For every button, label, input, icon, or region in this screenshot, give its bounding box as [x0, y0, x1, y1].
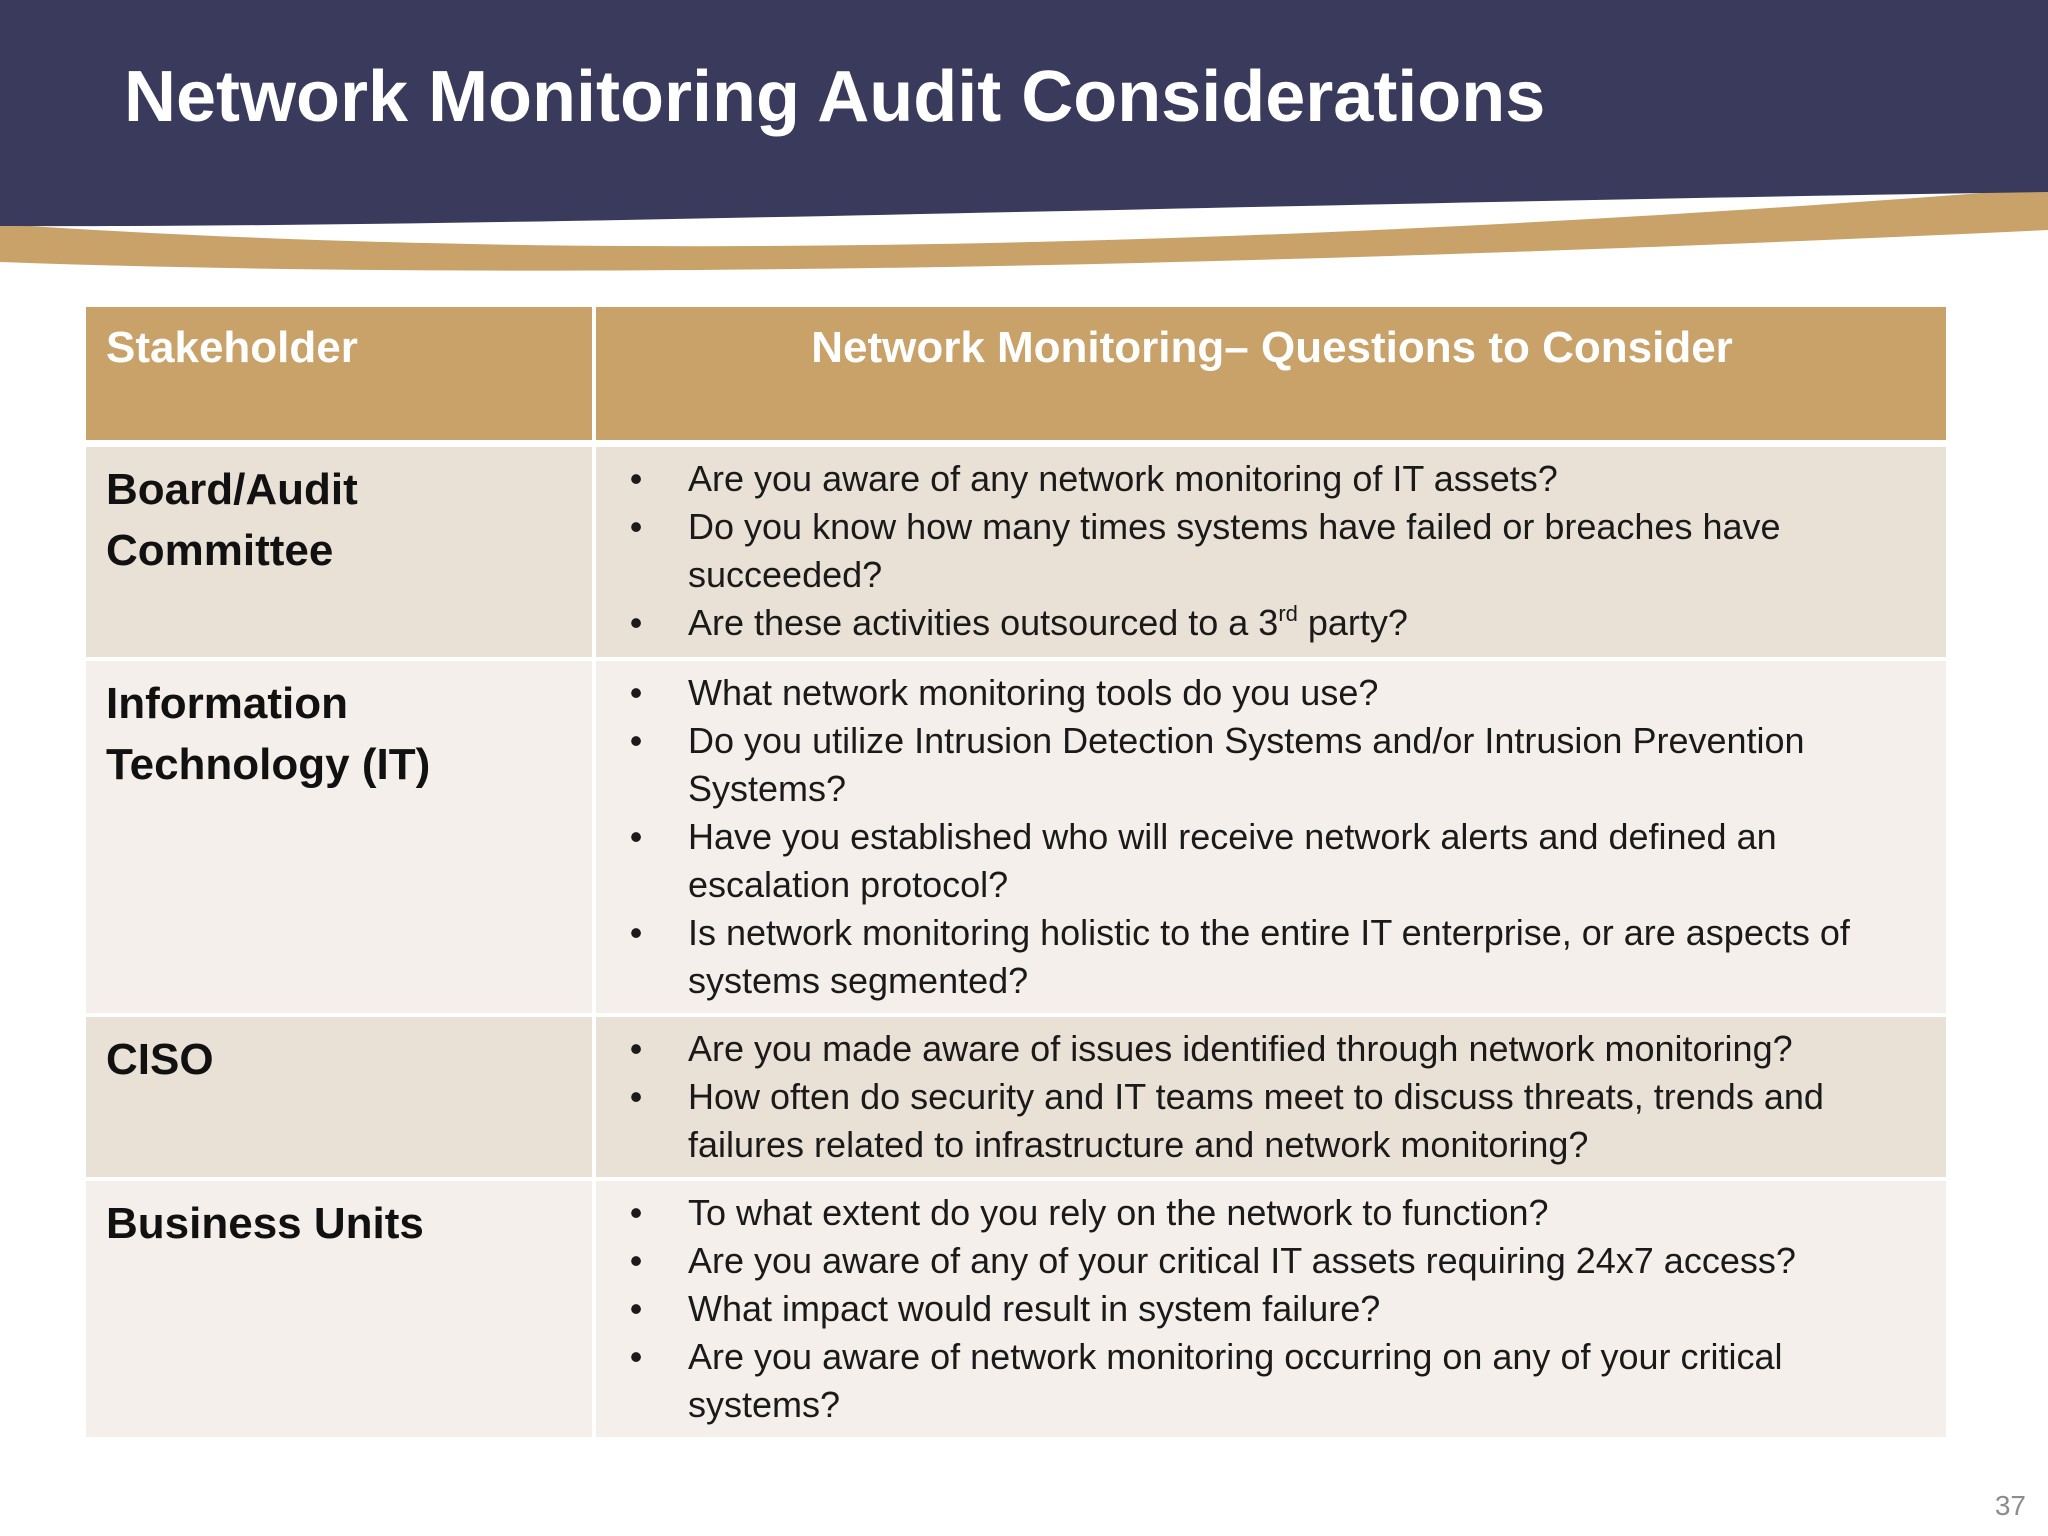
bullet-icon: •: [629, 1240, 643, 1281]
table-row-ciso: [86, 1017, 1946, 1181]
question-item: • To what extent do you rely on the network to function?: [626, 1189, 1916, 1237]
questions-cell: [596, 447, 1946, 661]
title-banner: [0, 0, 2048, 280]
header-questions: Network Monitoring– Questions to Consider: [596, 307, 1946, 447]
bullet-icon: •: [629, 672, 643, 713]
question-item: • Is network monitoring holistic to the entire IT enterprise, or are aspects of systems segmented?: [626, 909, 1916, 1005]
bullet-icon: •: [629, 602, 643, 643]
bullet-icon: •: [629, 720, 643, 761]
question-list: [626, 1025, 1916, 1169]
question-list: [626, 669, 1916, 1005]
questions-cell: [596, 1181, 1946, 1441]
bullet-icon: •: [629, 912, 643, 953]
bullet-icon: •: [629, 1336, 643, 1377]
question-item: • Are these activities outsourced to a 3rd party?: [626, 599, 1916, 647]
question-item: • Are you made aware of issues identified through network monitoring?: [626, 1025, 1916, 1073]
question-item: • Do you utilize Intrusion Detection Systems and/or Intrusion Prevention Systems?: [626, 717, 1916, 813]
stakeholder-cell: CISO: [86, 1017, 596, 1181]
bullet-icon: •: [629, 458, 643, 499]
considerations-table: [86, 307, 1946, 1441]
question-item: • Do you know how many times systems have failed or breaches have succeeded?: [626, 503, 1916, 599]
question-item: • How often do security and IT teams meet to discuss threats, trends and failures related to infrastructure and network monitoring?: [626, 1073, 1916, 1169]
page-number: 37: [1994, 1490, 2026, 1521]
bullet-icon: •: [629, 506, 643, 547]
question-list: [626, 455, 1916, 647]
bullet-icon: •: [629, 1192, 643, 1233]
table-row-board-audit: [86, 447, 1946, 661]
question-item: • Are you aware of any network monitoring of IT assets?: [626, 455, 1916, 503]
question-item: • Have you established who will receive network alerts and defined an escalation protocol?: [626, 813, 1916, 909]
table-row-information-technology: [86, 661, 1946, 1017]
stakeholder-cell: Business Units: [86, 1181, 596, 1441]
question-list: [626, 1189, 1916, 1429]
slide-title: Network Monitoring Audit Considerations: [124, 57, 1546, 137]
header-row: [86, 307, 1946, 447]
question-item: • Are you aware of network monitoring occurring on any of your critical systems?: [626, 1333, 1916, 1429]
table-row-business-units: [86, 1181, 1946, 1441]
questions-cell: [596, 1017, 1946, 1181]
bullet-icon: •: [629, 1028, 643, 1069]
bullet-icon: •: [629, 816, 643, 857]
header-stakeholder: Stakeholder: [86, 307, 596, 447]
bullet-icon: •: [629, 1076, 643, 1117]
question-item: • What network monitoring tools do you use?: [626, 669, 1916, 717]
question-item: • What impact would result in system failure?: [626, 1285, 1916, 1333]
stakeholder-cell: Board/Audit Committee: [86, 447, 596, 661]
questions-cell: [596, 661, 1946, 1017]
question-item: • Are you aware of any of your critical IT assets requiring 24x7 access?: [626, 1237, 1916, 1285]
bullet-icon: •: [629, 1288, 643, 1329]
stakeholder-cell: Information Technology (IT): [86, 661, 596, 1017]
